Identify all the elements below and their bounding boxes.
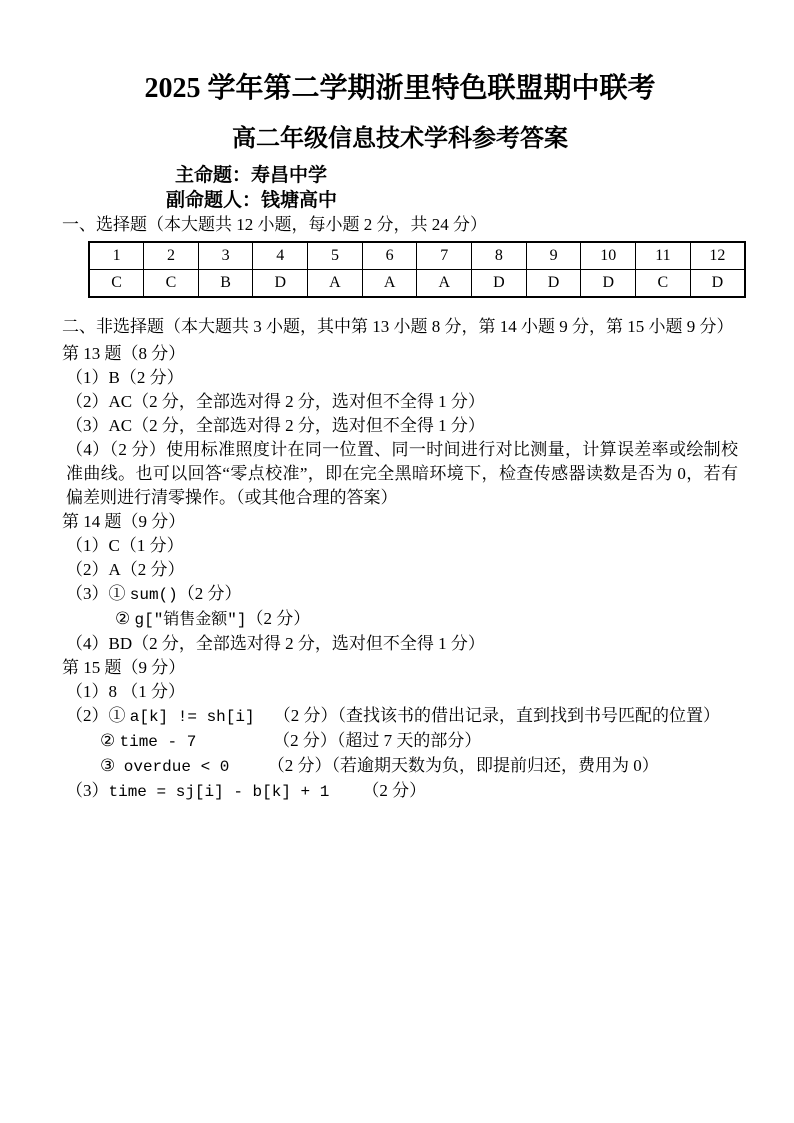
question-number-cell: 8: [472, 242, 527, 270]
code-text: overdue < 0: [123, 758, 268, 776]
answer-cell: A: [362, 270, 417, 298]
answer-text: （2 分）（若逾期天数为负，即提前归还，费用为 0）: [267, 756, 659, 775]
answer-cell: A: [417, 270, 472, 298]
answer-cell: D: [472, 270, 527, 298]
answer-text: （2 分）: [246, 609, 311, 628]
answer-text: （2 分）（查找该书的借出记录，直到找到书号匹配的位置）: [273, 706, 721, 725]
free-response-answers: [62, 342, 738, 804]
deputy-setter-line: 副命题人：钱塘高中: [166, 190, 338, 211]
answer-text: ②: [115, 609, 135, 628]
answer-text: （2）AC（2 分，全部选对得 2 分，选对但不全得 1 分）: [66, 392, 485, 411]
answer-cell: D: [581, 270, 636, 298]
question-number-cell: 7: [417, 242, 472, 270]
q13-item-1: [62, 366, 738, 390]
q15-item-1: [62, 680, 738, 704]
answer-text: （2）A（2 分）: [66, 560, 185, 579]
choice-answer-table: [88, 241, 746, 298]
q15-item-3: [62, 779, 738, 804]
q14-heading: [62, 510, 738, 534]
answer-text: ②: [100, 731, 120, 750]
answer-text: （1）B（2 分）: [66, 368, 184, 387]
q15-item-2b: [62, 729, 738, 754]
answer-text: 第 14 题（9 分）: [62, 512, 186, 531]
answer-text: （1）C（1 分）: [66, 536, 184, 555]
q14-item-2: [62, 558, 738, 582]
answer-cell: D: [526, 270, 581, 298]
answer-text: （2 分）（超过 7 天的部分）: [273, 731, 482, 750]
answer-text: （3）: [66, 781, 109, 800]
main-setter-line: 主命题：寿昌中学: [175, 165, 328, 186]
q15-item-2c: [62, 754, 738, 779]
code-text: g["销售金额"]: [134, 611, 247, 629]
page-subtitle: 高二年级信息技术学科参考答案: [232, 125, 568, 152]
answer-text: （3）AC（2 分，全部选对得 2 分，选对但不全得 1 分）: [66, 416, 485, 435]
code-text: a[k] != sh[i]: [129, 708, 274, 726]
answer-text: （2 分）: [177, 584, 242, 603]
q14-item-1: [62, 534, 738, 558]
answer-cell: D: [690, 270, 745, 298]
code-text: time = sj[i] - b[k] + 1: [108, 783, 359, 801]
free-response-section-heading: 二、非选择题（本大题共 3 小题，其中第 13 小题 8 分，第 14 小题 9 分，第 15 小题 9 分）: [62, 317, 734, 336]
code-text: time - 7: [119, 733, 274, 751]
q13-heading: [62, 342, 738, 366]
answer-text: （2 分）: [358, 781, 427, 800]
question-number-cell: 9: [526, 242, 581, 270]
question-number-cell: 10: [581, 242, 636, 270]
answer-cell: C: [636, 270, 691, 298]
q13-item-3: [62, 414, 738, 438]
answer-text: （1）8 （1 分）: [66, 682, 185, 701]
answer-text: （4）（2 分）使用标准照度计在同一位置、同一时间进行对比测量，计算误差率或绘制校准曲线。也可以回答“零点校准”，即在完全黑暗环境下，检查传感器读数是否为 0，若有偏差则进行清零操作。（或其他合理的答案）: [66, 440, 738, 507]
question-number-cell: 5: [308, 242, 363, 270]
answer-cell: A: [308, 270, 363, 298]
q13-item-4: [62, 438, 738, 510]
answer-text: （2）①: [66, 706, 130, 725]
choice-section-heading: 一、选择题（本大题共 12 小题，每小题 2 分，共 24 分）: [62, 215, 487, 234]
q14-item-3a: [62, 582, 738, 607]
question-number-cell: 1: [89, 242, 144, 270]
question-number-cell: 12: [690, 242, 745, 270]
page-title: 2025 学年第二学期浙里特色联盟期中联考: [144, 73, 656, 104]
question-number-cell: 6: [362, 242, 417, 270]
answer-text: （3）①: [66, 584, 130, 603]
answer-text: ③: [100, 756, 124, 775]
question-number-cell: 4: [253, 242, 308, 270]
answer-cell: C: [89, 270, 144, 298]
answer-cell: C: [144, 270, 199, 298]
question-number-cell: 2: [144, 242, 199, 270]
question-number-row: [89, 242, 745, 270]
q13-item-2: [62, 390, 738, 414]
q15-heading: [62, 656, 738, 680]
q14-item-3b: [62, 607, 738, 632]
q15-item-2a: [62, 704, 738, 729]
answer-text: 第 13 题（8 分）: [62, 344, 186, 363]
answer-text: 第 15 题（9 分）: [62, 658, 186, 677]
code-text: sum(): [129, 586, 178, 604]
answer-cell: B: [198, 270, 253, 298]
question-number-cell: 3: [198, 242, 253, 270]
question-number-cell: 11: [636, 242, 691, 270]
answer-letter-row: [89, 270, 745, 298]
answer-text: （4）BD（2 分，全部选对得 2 分，选对但不全得 1 分）: [66, 634, 485, 653]
answer-cell: D: [253, 270, 308, 298]
q14-item-4: [62, 632, 738, 656]
